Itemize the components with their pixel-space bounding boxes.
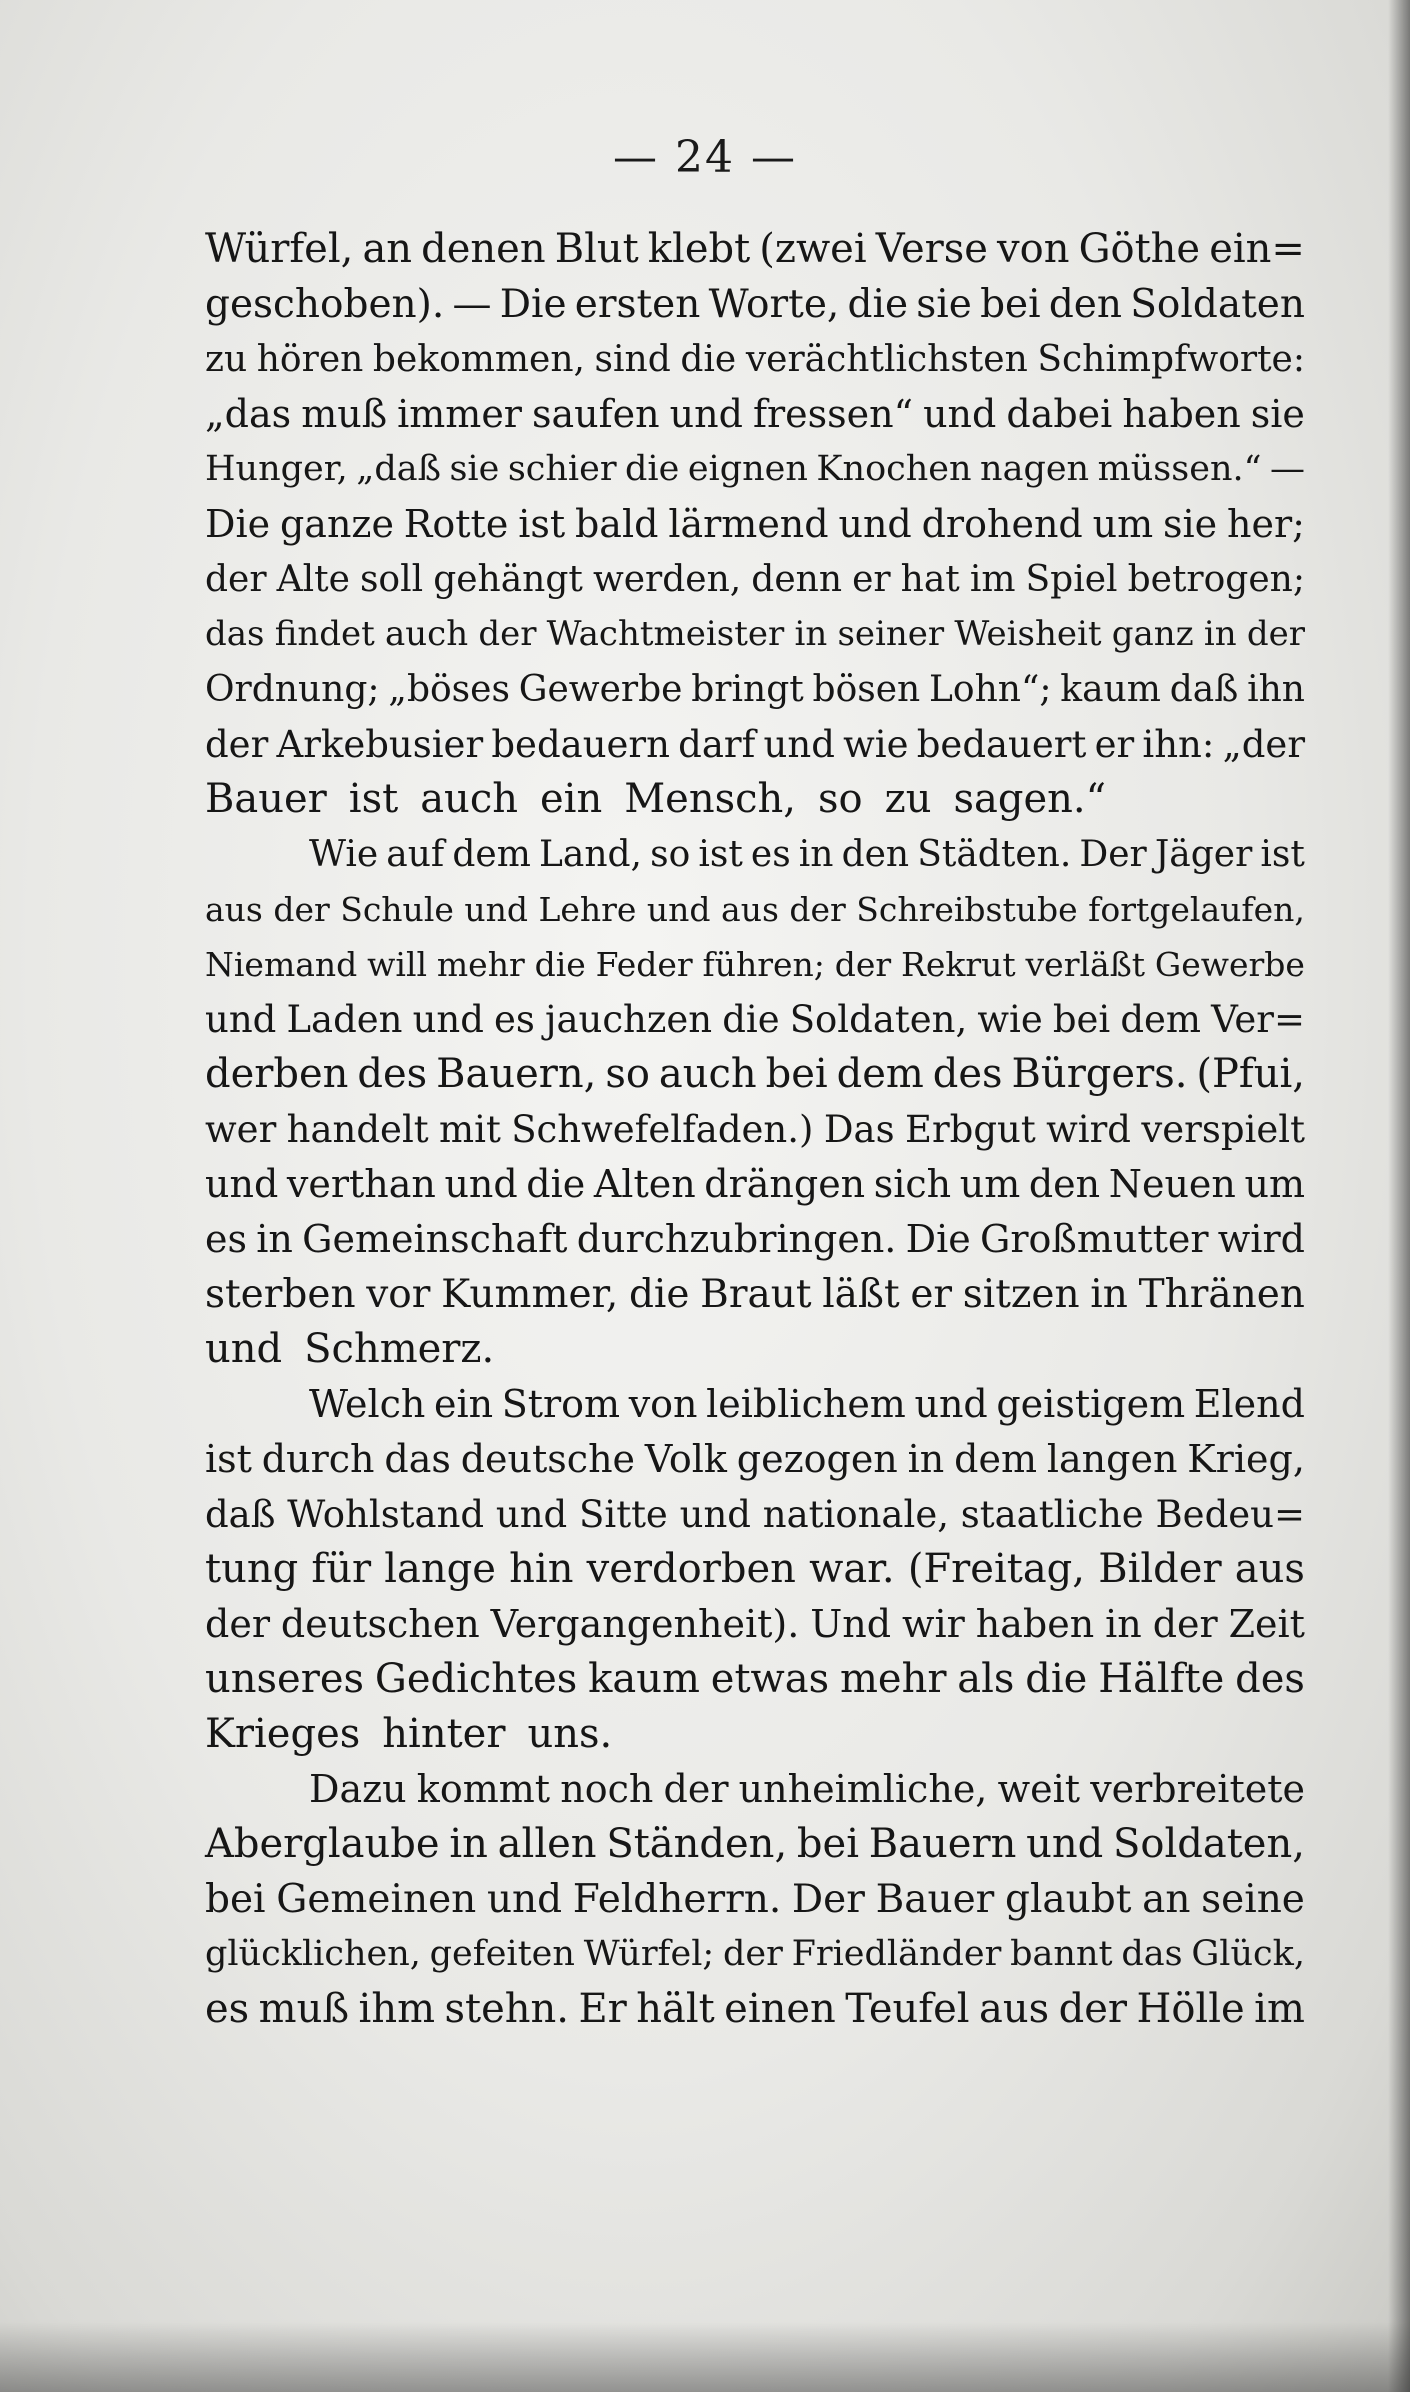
- text-line: der Alte soll gehängt werden, denn er hat im Spiel betrogen;: [205, 559, 1305, 600]
- text-line: zu hören bekommen, sind die verächtlichsten Schimpfworte:: [205, 339, 1305, 380]
- text-line: bei Gemeinen und Feldherrn. Der Bauer glaubt an seine: [205, 1877, 1305, 1922]
- text-line: wer handelt mit Schwefelfaden.) Das Erbgut wird verspielt: [205, 1108, 1305, 1151]
- text-line: Ordnung; „böses Gewerbe bringt bösen Lohn“; kaum daß ihn: [205, 669, 1305, 710]
- text-line: glücklichen, gefeiten Würfel; der Friedländer bannt das Glück,: [205, 1934, 1305, 1974]
- text-line: es muß ihm stehn. Er hält einen Teufel aus der Hölle im: [205, 1986, 1305, 2032]
- text-line: Die ganze Rotte ist bald lärmend und drohend um sie her;: [205, 502, 1305, 546]
- text-line: daß Wohlstand und Sitte und nationale, staatliche Bedeu=: [205, 1493, 1305, 1536]
- text-line: sterben vor Kummer, die Braut läßt er sitzen in Thränen: [205, 1272, 1305, 1317]
- page-number: — 24 —: [613, 132, 797, 183]
- text-line: es in Gemeinschaft durchzubringen. Die Großmutter wird: [205, 1217, 1305, 1261]
- text-line: Hunger, „daß sie schier die eignen Knochen nagen müssen.“ —: [205, 449, 1305, 489]
- text-line: Dazu kommt noch der unheimliche, weit verbreitete: [309, 1767, 1305, 1811]
- text-line: tung für lange hin verdorben war. (Freitag, Bilder aus: [205, 1546, 1305, 1592]
- text-line: das findet auch der Wachtmeister in seiner Weisheit ganz in der: [205, 614, 1305, 654]
- text-line: Niemand will mehr die Feder führen; der Rekrut verläßt Gewerbe: [205, 945, 1305, 984]
- scan-edge-shadow-bottom: [0, 2322, 1410, 2392]
- scan-edge-shadow-right: [1388, 0, 1410, 2392]
- text-line: Krieges hinter uns.: [205, 1711, 613, 1757]
- body-text: [205, 222, 1305, 2037]
- text-line: Welch ein Strom von leiblichem und geistigem Elend: [309, 1382, 1305, 1426]
- text-line: Bauer ist auch ein Mensch, so zu sagen.“: [205, 776, 1107, 822]
- text-line: „das muß immer saufen und fressen“ und dabei haben sie: [205, 392, 1305, 436]
- text-line: und verthan und die Alten drängen sich um den Neuen um: [205, 1162, 1305, 1206]
- text-line: Aberglaube in allen Ständen, bei Bauern und Soldaten,: [205, 1821, 1305, 1867]
- text-line: geschoben). — Die ersten Worte, die sie bei den Soldaten: [205, 282, 1305, 327]
- text-line: der Arkebusier bedauern darf und wie bedauert er ihn: „der: [205, 723, 1305, 766]
- text-line: derben des Bauern, so auch bei dem des Bürgers. (Pfui,: [205, 1051, 1305, 1097]
- text-line: unseres Gedichtes kaum etwas mehr als die Hälfte des: [205, 1656, 1305, 1702]
- text-line: und Schmerz.: [205, 1326, 495, 1372]
- text-line: aus der Schule und Lehre und aus der Schreibstube fortgelaufen,: [205, 890, 1305, 929]
- text-line: ist durch das deutsche Volk gezogen in dem langen Krieg,: [205, 1437, 1305, 1481]
- text-line: und Laden und es jauchzen die Soldaten, wie bei dem Ver=: [205, 998, 1305, 1041]
- text-line: der deutschen Vergangenheit). Und wir haben in der Zeit: [205, 1602, 1305, 1646]
- text-line: Wie auf dem Land, so ist es in den Städten. Der Jäger ist: [309, 834, 1305, 875]
- text-line: Würfel, an denen Blut klebt (zwei Verse von Göthe ein=: [205, 226, 1305, 272]
